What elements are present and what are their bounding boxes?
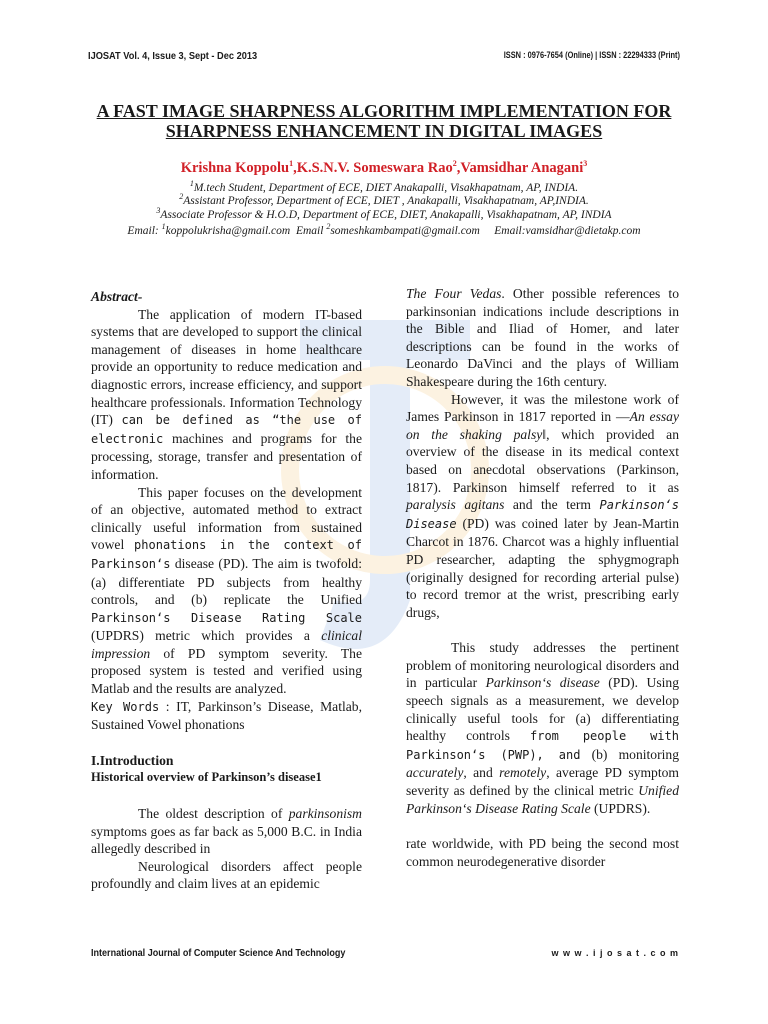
right-paragraph-2: However, it was the milestone work of James Parkinson in 1817 reported in ―An essay on the shaking palsy‖, which provided an overview of the disease in its medical context based on anecdotal observations (Parkinson, 1817). Parkinson himself referred to it as paralysis agitans and the term Parkinson‘s Disease (PD) was coined later by Jean-Martin Charcot in 1876. Charcot was a highly influential PD researcher, adapting the sphygmograph (originally designed for recording arterial pulse) to record tremor at the wrist, prescribing early drugs,	[406, 391, 679, 620]
title-line-2: SHARPNESS ENHANCEMENT IN DIGITAL IMAGES	[165, 121, 603, 141]
subsection-heading-history: Historical overview of Parkinson’s disease1	[91, 770, 322, 785]
title-line-1: A FAST IMAGE SHARPNESS ALGORITHM IMPLEMENTATION FOR	[96, 101, 672, 121]
email-link-2[interactable]: someshkambampati@gmail.com	[330, 225, 480, 237]
email-link-1[interactable]: koppolukrisha@gmail.com	[165, 225, 291, 237]
abstract-heading: Abstract-	[91, 289, 143, 304]
footer-website[interactable]: w w w . i j o s a t . c o m	[551, 948, 679, 958]
author-list: Krishna Koppolu$^1$,K.S.N.V. Someswara Rao$^2$,Vamsidhar Anagani$^3$	[180, 159, 588, 176]
abstract-paragraph-2: This paper focuses on the development of an objective, automated method to extract clinically useful information from sustained vowel phonations in the context of Parkinson‘s disease (PD). The aim is twofold: (a) differentiate PD subjects from healthy controls, and (b) replicate the Unified Parkinson‘s Disease Rating Scale (UPDRS) metric which provides a clinical impression of PD symptom severity. The proposed system is tested and verified using Matlab and the results are analyzed.	[91, 484, 362, 697]
abstract-paragraph-1: The application of modern IT-based systems that are developed to support the clinical management of diseases in home healthcare provide an opportunity to reduce medication and diagnostic errors, increase efficiency, and support healthcare professionals. Information Technology (IT) can be defined as “the use of electronic machines and programs for the processing, storage, transfer and presentation of information.	[91, 306, 363, 482]
issn-header: ISSN : 0976-7654 (Online) | ISSN : 22294333 (Print)	[503, 50, 680, 61]
keywords: Key Words : IT, Parkinson’s Disease, Matlab, Sustained Vowel phonations	[91, 698, 362, 733]
right-column	[406, 285, 679, 870]
left-column	[91, 288, 362, 893]
footer-journal: International Journal of Computer Science And Technology	[91, 947, 346, 959]
right-paragraph-4: rate worldwide, with PD being the second most common neurodegenerative disorder	[406, 836, 679, 869]
right-paragraph-3: This study addresses the pertinent problem of monitoring neurological disorders and in particular Parkinson‘s disease (PD). Using speech signals as a measurement, we develop clinically useful tools for (a) differentiating healthy controls from people with Parkinson‘s (PWP), and (b) monitoring accurately, and remotely, average PD symptom severity as defined by the clinical metric Unified Parkinson‘s Disease Rating Scale (UPDRS).	[406, 640, 679, 816]
intro-paragraph-1: The oldest description of parkinsonism symptoms goes as far back as 5,000 B.C. in India allegedly described in	[91, 806, 362, 857]
author-emails: Email: $^1$koppolukrisha@gmail.com Email $^2$someshkambampati@gmail.com Email:vamsidhar@dietakp.com	[127, 222, 641, 237]
affiliation-1: $^1$M.tech Student, Department of ECE, DIET Anakapalli, Visakhapatnam, AP, INDIA.	[189, 179, 579, 194]
author-3: Vamsidhar Anagani	[460, 160, 584, 176]
affiliation-3: $^3$Associate Professor & H.O.D, Department of ECE, DIET, Anakapalli, Visakhapatnam, AP, INDIA	[156, 206, 612, 221]
paper-title	[60, 101, 708, 141]
author-2: K.S.N.V. Someswara Rao	[296, 160, 453, 176]
intro-paragraph-2: Neurological disorders affect people profoundly and claim lives at an epidemic	[91, 858, 362, 892]
section-heading-introduction: I.Introduction	[91, 752, 174, 768]
journal-header: IJOSAT Vol. 4, Issue 3, Sept - Dec 2013	[88, 50, 258, 62]
author-1: Krishna Koppolu	[180, 160, 290, 176]
right-paragraph-1: The Four Vedas. Other possible references to parkinsonian indications include descriptions in the Bible and Iliad of Homer, and later descriptions can be found in the works of Leonardo DaVinci and the plays of William Shakespeare during the 16th century.	[406, 286, 679, 389]
affiliation-2: $^2$Assistant Professor, Department of ECE, DIET , Anakapalli, Visakhapatnam, AP,INDIA.	[179, 192, 589, 207]
email-link-3[interactable]: Email:vamsidhar@dietakp.com	[479, 225, 641, 237]
